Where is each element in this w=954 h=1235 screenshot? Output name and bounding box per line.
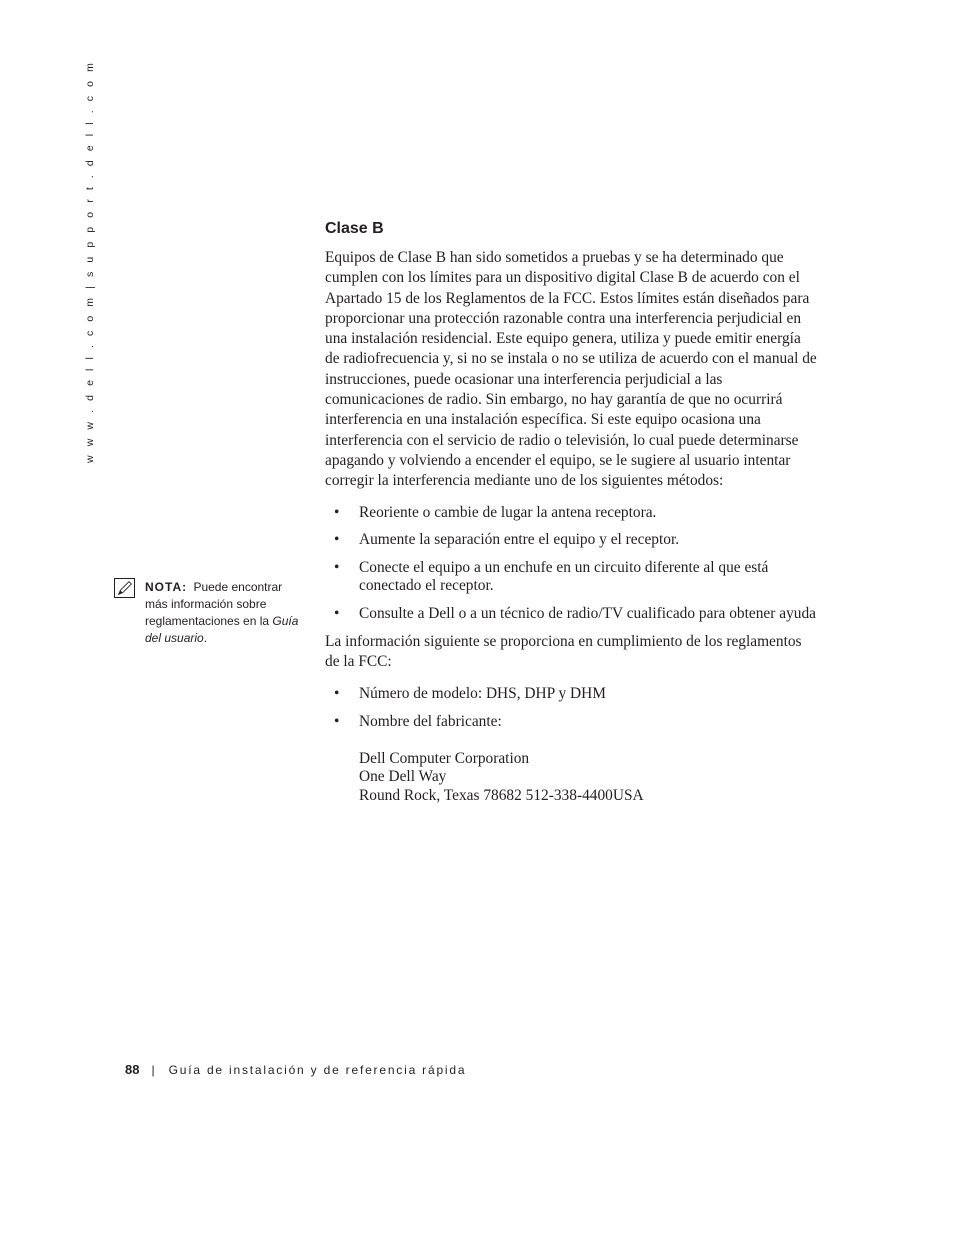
- compliance-paragraph: La información siguiente se proporciona en cumplimiento de los reglamentos de la FCC:: [325, 633, 802, 671]
- address-line: Round Rock, Texas 78682 512-338-4400USA: [359, 786, 644, 804]
- intro-paragraph: Equipos de Clase B han sido sometidos a pruebas y se ha determinado que cumplen con los límites para un dispositivo digital Clase B de acuerdo con el Apartado 15 de los Reglamentos de la FCC. Estos límites están diseñados para proporcionar una protección razonable contra una interferencia perjudicial en una instalación residencial. Este equipo genera, utiliza y puede emitir energía de radiofrecuencia y, si no se instala o no se utiliza de acuerdo con el manual de instrucciones, puede ocasionar una interferencia perjudicial a las comunicaciones de radio. Sin embargo, no hay garantía de que no ocurrirá interferencia en una instalación específica. Si este equipo ocasiona una interferencia con el servicio de radio o televisión, lo cual puede determinarse apagando y volviendo a encender el equipo, se le sugiere al usuario intentar corregir la interferencia mediante uno de los siguientes métodos:: [325, 249, 817, 490]
- list-item: • Aumente la separación entre el equipo y el receptor.: [325, 531, 817, 550]
- note-end: .: [203, 631, 208, 645]
- methods-list: [325, 504, 817, 624]
- note-text: [145, 579, 305, 647]
- info-list: [325, 685, 817, 732]
- address-line: One Dell Way: [359, 768, 447, 786]
- manufacturer-address: [325, 750, 817, 806]
- list-item: • Reoriente o cambie de lugar la antena receptora.: [325, 504, 817, 523]
- footer-title: Guía de instalación y de referencia rápida: [168, 1063, 467, 1077]
- note-body: Puede encontrar más información sobre reglamentaciones en la: [145, 580, 283, 628]
- list-item: • Consulte a Dell o a un técnico de radio/TV cualificado para obtener ayuda: [325, 605, 817, 624]
- address-line: Dell Computer Corporation: [359, 749, 530, 767]
- pencil-note-icon: [114, 578, 135, 598]
- list-item: • Número de modelo: DHS, DHP y DHM: [325, 685, 817, 704]
- list-item: • Nombre del fabricante:: [325, 713, 817, 732]
- page-footer: [125, 1062, 466, 1077]
- page-number: 88: [125, 1062, 140, 1077]
- list-item: • Conecte el equipo a un enchufe en un circuito diferente al que está conectado el receptor.: [325, 559, 817, 596]
- note-italic-reference: Guía del usuario: [145, 614, 299, 645]
- section-title: Clase B: [325, 220, 384, 237]
- main-content: [325, 218, 817, 805]
- note-label: NOTA:: [145, 580, 188, 594]
- side-url: w w w . d e l l . c o m | s u p p o r t . d e l l . c o m: [84, 60, 96, 463]
- footer-separator: |: [151, 1063, 155, 1077]
